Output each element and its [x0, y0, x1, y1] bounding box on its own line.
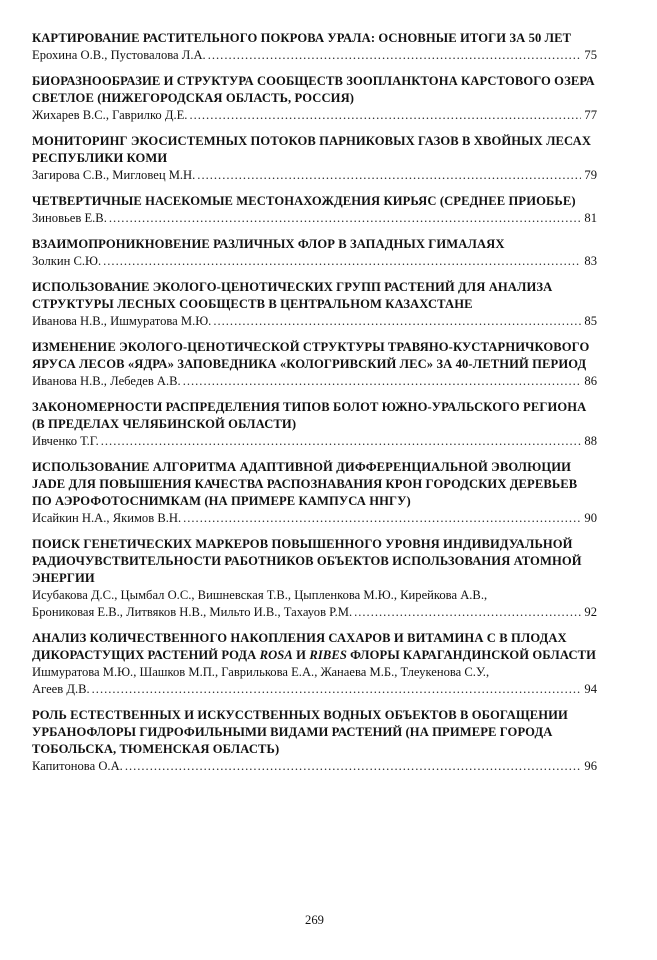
entry-title: РОЛЬ ЕСТЕСТВЕННЫХ И ИСКУССТВЕННЫХ ВОДНЫХ ОБЪЕКТОВ В ОБОГАЩЕНИИ УРБАНОФЛОРЫ ГИДРОФИЛЬНЫМИ ВИДАМИ РАСТЕНИЙ (НА ПРИМЕРЕ ГОРОДА ТОБОЛЬСКА, ТЮМЕНСКАЯ ОБЛАСТЬ) — [32, 708, 568, 756]
toc-entry — [32, 73, 597, 124]
toc-entry — [32, 30, 597, 64]
entry-authors: Ишмуратова М.Ю., Шашков М.П., Гаврилькова Е.А., Жанаева М.Б., Тлеукенова С.У., — [32, 665, 490, 679]
toc-entry — [32, 707, 597, 775]
entry-title: АНАЛИЗ КОЛИЧЕСТВЕННОГО НАКОПЛЕНИЯ САХАРОВ И ВИТАМИНА С В ПЛОДАХ ДИКОРАСТУЩИХ РАСТЕНИЙ РОДА ROSA И RIBES ФЛОРЫ КАРАГАНДИНСКОЙ ОБЛАСТИ — [32, 631, 597, 662]
toc-entry — [32, 339, 597, 390]
entry-title: ИСПОЛЬЗОВАНИЕ ЭКОЛОГО-ЦЕНОТИЧЕСКИХ ГРУПП РАСТЕНИЙ ДЛЯ АНАЛИЗА СТРУКТУРЫ ЛЕСНЫХ СООБЩЕСТВ В ЦЕНТРАЛЬНОМ КАЗАХСТАНЕ — [32, 280, 553, 311]
toc-entry — [32, 459, 597, 527]
entry-page-number: 75 — [584, 48, 597, 62]
entry-page-number: 81 — [584, 211, 597, 225]
entry-title: МОНИТОРИНГ ЭКОСИСТЕМНЫХ ПОТОКОВ ПАРНИКОВЫХ ГАЗОВ В ХВОЙНЫХ ЛЕСАХ РЕСПУБЛИКИ КОМИ — [32, 134, 592, 165]
entry-page-number: 94 — [584, 682, 597, 696]
toc-list — [32, 30, 597, 775]
dot-leader — [101, 433, 582, 450]
entry-title: ПОИСК ГЕНЕТИЧЕСКИХ МАРКЕРОВ ПОВЫШЕННОГО УРОВНЯ ИНДИВИДУАЛЬНОЙ РАДИОЧУВСТВИТЕЛЬНОСТИ РАБОТНИКОВ ОБЪЕКТОВ ИСПОЛЬЗОВАНИЯ АТОМНОЙ ЭНЕРГИИ — [32, 537, 582, 585]
entry-authors-row — [32, 510, 597, 527]
toc-entry — [32, 630, 597, 698]
entry-authors-row — [32, 681, 597, 698]
entry-authors-row — [32, 210, 597, 227]
entry-authors: Зиновьев Е.В. — [32, 211, 107, 225]
entry-authors: Загирова С.В., Мигловец М.Н. — [32, 168, 196, 182]
dot-leader — [183, 510, 581, 527]
entry-title: ЗАКОНОМЕРНОСТИ РАСПРЕДЕЛЕНИЯ ТИПОВ БОЛОТ ЮЖНО-УРАЛЬСКОГО РЕГИОНА (В ПРЕДЕЛАХ ЧЕЛЯБИНСКОЙ ОБЛАСТИ) — [32, 400, 587, 431]
entry-page-number: 90 — [584, 511, 597, 525]
dot-leader — [197, 167, 581, 184]
entry-title: БИОРАЗНООБРАЗИЕ И СТРУКТУРА СООБЩЕСТВ ЗООПЛАНКТОНА КАРСТОВОГО ОЗЕРА СВЕТЛОЕ (НИЖЕГОРОДСКАЯ ОБЛАСТЬ, РОССИЯ) — [32, 74, 595, 105]
entry-authors-row — [32, 47, 597, 64]
dot-leader — [92, 681, 582, 698]
entry-authors: Исубакова Д.С., Цымбал О.С., Вишневская Т.В., Цыпленкова М.Ю., Кирейкова А.В., — [32, 588, 488, 602]
entry-authors: Жихарев В.С., Гаврилко Д.Е. — [32, 108, 188, 122]
entry-authors-row — [32, 253, 597, 270]
entry-authors: Брониковая Е.В., Литвяков Н.В., Мильто И.В., Тахауов Р.М. — [32, 605, 353, 619]
entry-authors: Иванова Н.В., Лебедев А.В. — [32, 374, 181, 388]
entry-title: ИСПОЛЬЗОВАНИЕ АЛГОРИТМА АДАПТИВНОЙ ДИФФЕРЕНЦИАЛЬНОЙ ЭВОЛЮЦИИ JADE ДЛЯ ПОВЫШЕНИЯ КАЧЕСТВА РАСПОЗНАВАНИЯ КРОН ГОРОДСКИХ ДЕРЕВЬЕВ ПО АЭРОФОТОСНИМКАМ (НА ПРИМЕРЕ КАМПУСА ННГУ) — [32, 460, 578, 508]
entry-authors: Ивченко Т.Г. — [32, 434, 99, 448]
entry-authors: Золкин С.Ю. — [32, 254, 102, 268]
entry-page-number: 88 — [584, 434, 597, 448]
entry-page-number: 86 — [584, 374, 597, 388]
dot-leader — [189, 107, 581, 124]
toc-entry — [32, 536, 597, 621]
entry-page-number: 77 — [584, 108, 597, 122]
dot-leader — [213, 313, 581, 330]
entry-authors-row — [32, 373, 597, 390]
dot-leader — [109, 210, 582, 227]
entry-authors-row — [32, 604, 597, 621]
entry-authors: Исайкин Н.А., Якимов В.Н. — [32, 511, 182, 525]
toc-entry — [32, 279, 597, 330]
entry-authors: Ерохина О.В., Пустовалова Л.А. — [32, 48, 206, 62]
toc-entry — [32, 236, 597, 270]
footer-page-number: 269 — [305, 913, 324, 927]
dot-leader — [208, 47, 582, 64]
entry-authors-row — [32, 313, 597, 330]
entry-authors-row — [32, 433, 597, 450]
entry-title: ИЗМЕНЕНИЕ ЭКОЛОГО-ЦЕНОТИЧЕСКОЙ СТРУКТУРЫ ТРАВЯНО-КУСТАРНИЧКОВОГО ЯРУСА ЛЕСОВ «ЯДРА» ЗАПОВЕДНИКА «КОЛОГРИВСКИЙ ЛЕС» ЗА 40-ЛЕТНИЙ ПЕРИОД — [32, 340, 590, 371]
dot-leader — [354, 604, 581, 621]
toc-entry — [32, 133, 597, 184]
entry-authors-row — [32, 167, 597, 184]
entry-page-number: 79 — [584, 168, 597, 182]
entry-page-number: 96 — [584, 759, 597, 773]
entry-title: КАРТИРОВАНИЕ РАСТИТЕЛЬНОГО ПОКРОВА УРАЛА: ОСНОВНЫЕ ИТОГИ ЗА 50 ЛЕТ — [32, 31, 572, 45]
dot-leader — [183, 373, 582, 390]
dot-leader — [125, 758, 582, 775]
entry-authors-row — [32, 758, 597, 775]
entry-page-number: 83 — [584, 254, 597, 268]
toc-entry — [32, 399, 597, 450]
entry-title: ВЗАИМОПРОНИКНОВЕНИЕ РАЗЛИЧНЫХ ФЛОР В ЗАПАДНЫХ ГИМАЛАЯХ — [32, 237, 505, 251]
toc-entry — [32, 193, 597, 227]
entry-authors: Агеев Д.В. — [32, 682, 90, 696]
entry-page-number: 85 — [584, 314, 597, 328]
dot-leader — [103, 253, 581, 270]
entry-page-number: 92 — [584, 605, 597, 619]
entry-authors: Капитонова О.А. — [32, 759, 123, 773]
entry-authors-row — [32, 107, 597, 124]
entry-authors: Иванова Н.В., Ишмуратова М.Ю. — [32, 314, 212, 328]
entry-title: ЧЕТВЕРТИЧНЫЕ НАСЕКОМЫЕ МЕСТОНАХОЖДЕНИЯ КИРЬЯС (СРЕДНЕЕ ПРИОБЬЕ) — [32, 194, 576, 208]
